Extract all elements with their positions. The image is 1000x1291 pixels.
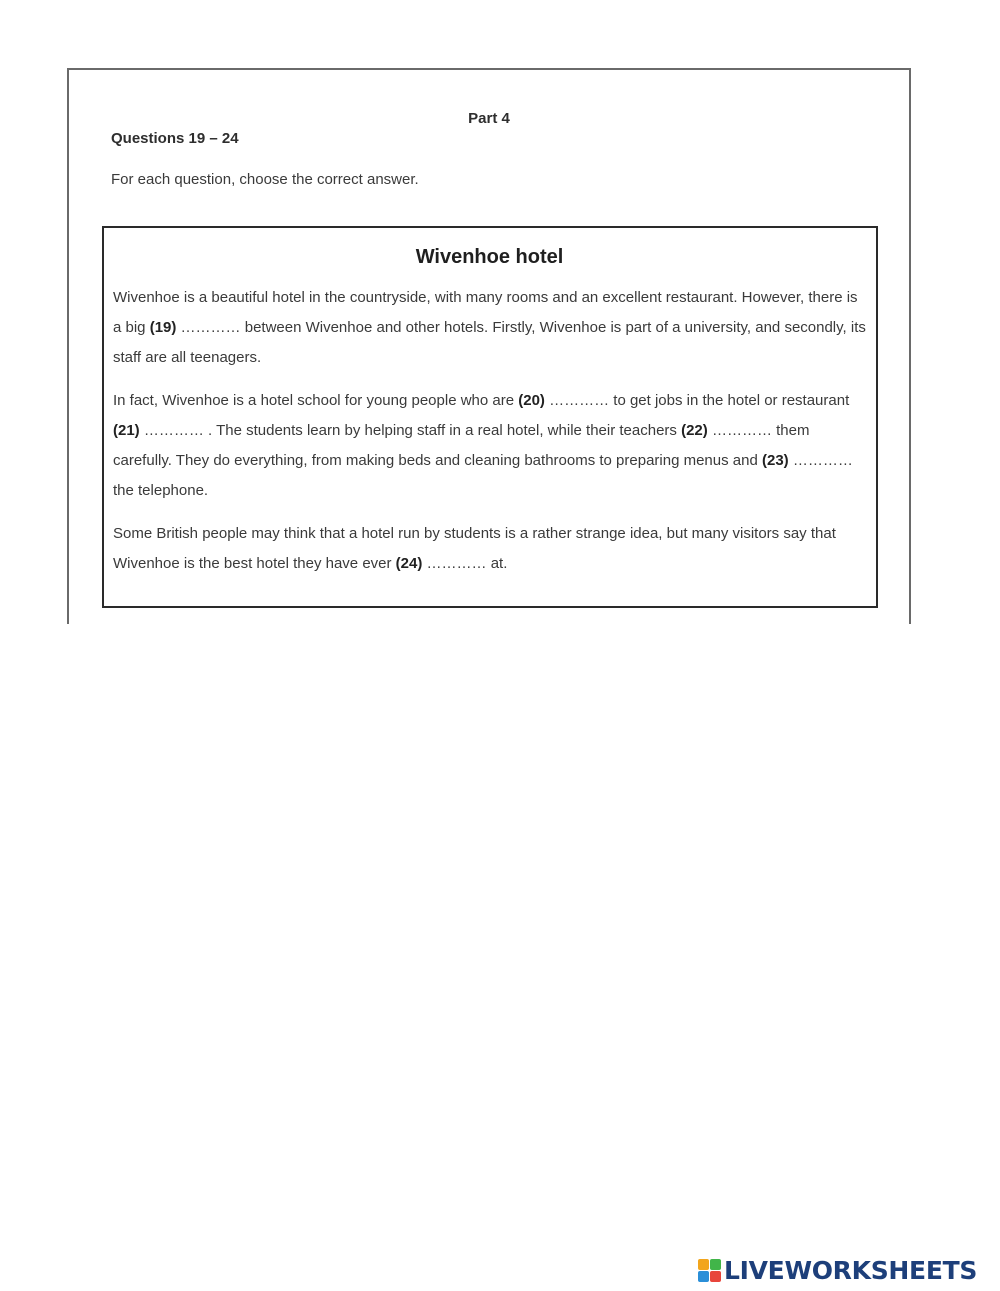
gap-20: (20) — [518, 392, 545, 409]
paragraph-2 — [113, 386, 866, 506]
reading-text-box — [102, 226, 878, 608]
reading-title: Wivenhoe hotel — [415, 246, 564, 268]
part-title: Part 4 — [468, 110, 510, 127]
worksheet-page — [67, 68, 911, 624]
paragraph-text: ………… to get jobs in the hotel or restaurant — [544, 392, 850, 409]
paragraph-text: ………… between Wivenhoe and other hotels. Firstly, Wivenhoe is part of a university, and secondly, its staff are all teenagers. — [113, 319, 866, 366]
gap-24: (24) — [395, 555, 423, 572]
liveworksheets-logo — [698, 1255, 977, 1285]
gap-21: (21) — [113, 422, 140, 439]
liveworksheets-icon — [698, 1259, 721, 1282]
paragraph-text: Wivenhoe is a beautiful hotel in the countryside, with many rooms and an excellent restaurant. However, there is a big — [113, 289, 858, 336]
instruction-text: For each question, choose the correct answer. — [111, 171, 419, 188]
icon-block — [710, 1259, 721, 1270]
paragraph-text: ………… the telephone. — [113, 452, 853, 499]
paragraph-text: ………… them carefully. They do everything, from making beds and cleaning bathrooms to preparing menus and — [113, 422, 810, 469]
gap-22: (22) — [681, 422, 708, 439]
gap-23: (23) — [761, 452, 789, 469]
paragraph-text: ………… . The students learn by helping staff in a real hotel, while their teachers — [139, 422, 682, 439]
paragraph-1 — [113, 283, 866, 373]
icon-block — [698, 1259, 709, 1270]
paragraph-3 — [113, 519, 866, 579]
gap-19: (19) — [149, 319, 177, 336]
brand-name: LIVEWORKSHEETS — [724, 1255, 978, 1285]
paragraph-text: ………… at. — [422, 555, 508, 572]
paragraph-text: In fact, Wivenhoe is a hotel school for young people who are — [113, 392, 519, 409]
questions-title: Questions 19 – 24 — [111, 130, 239, 147]
icon-block — [698, 1271, 709, 1282]
icon-block — [710, 1271, 721, 1282]
paragraph-text: Some British people may think that a hotel run by students is a rather strange idea, but many visitors say that Wivenhoe is the best hotel they have ever — [113, 525, 836, 572]
